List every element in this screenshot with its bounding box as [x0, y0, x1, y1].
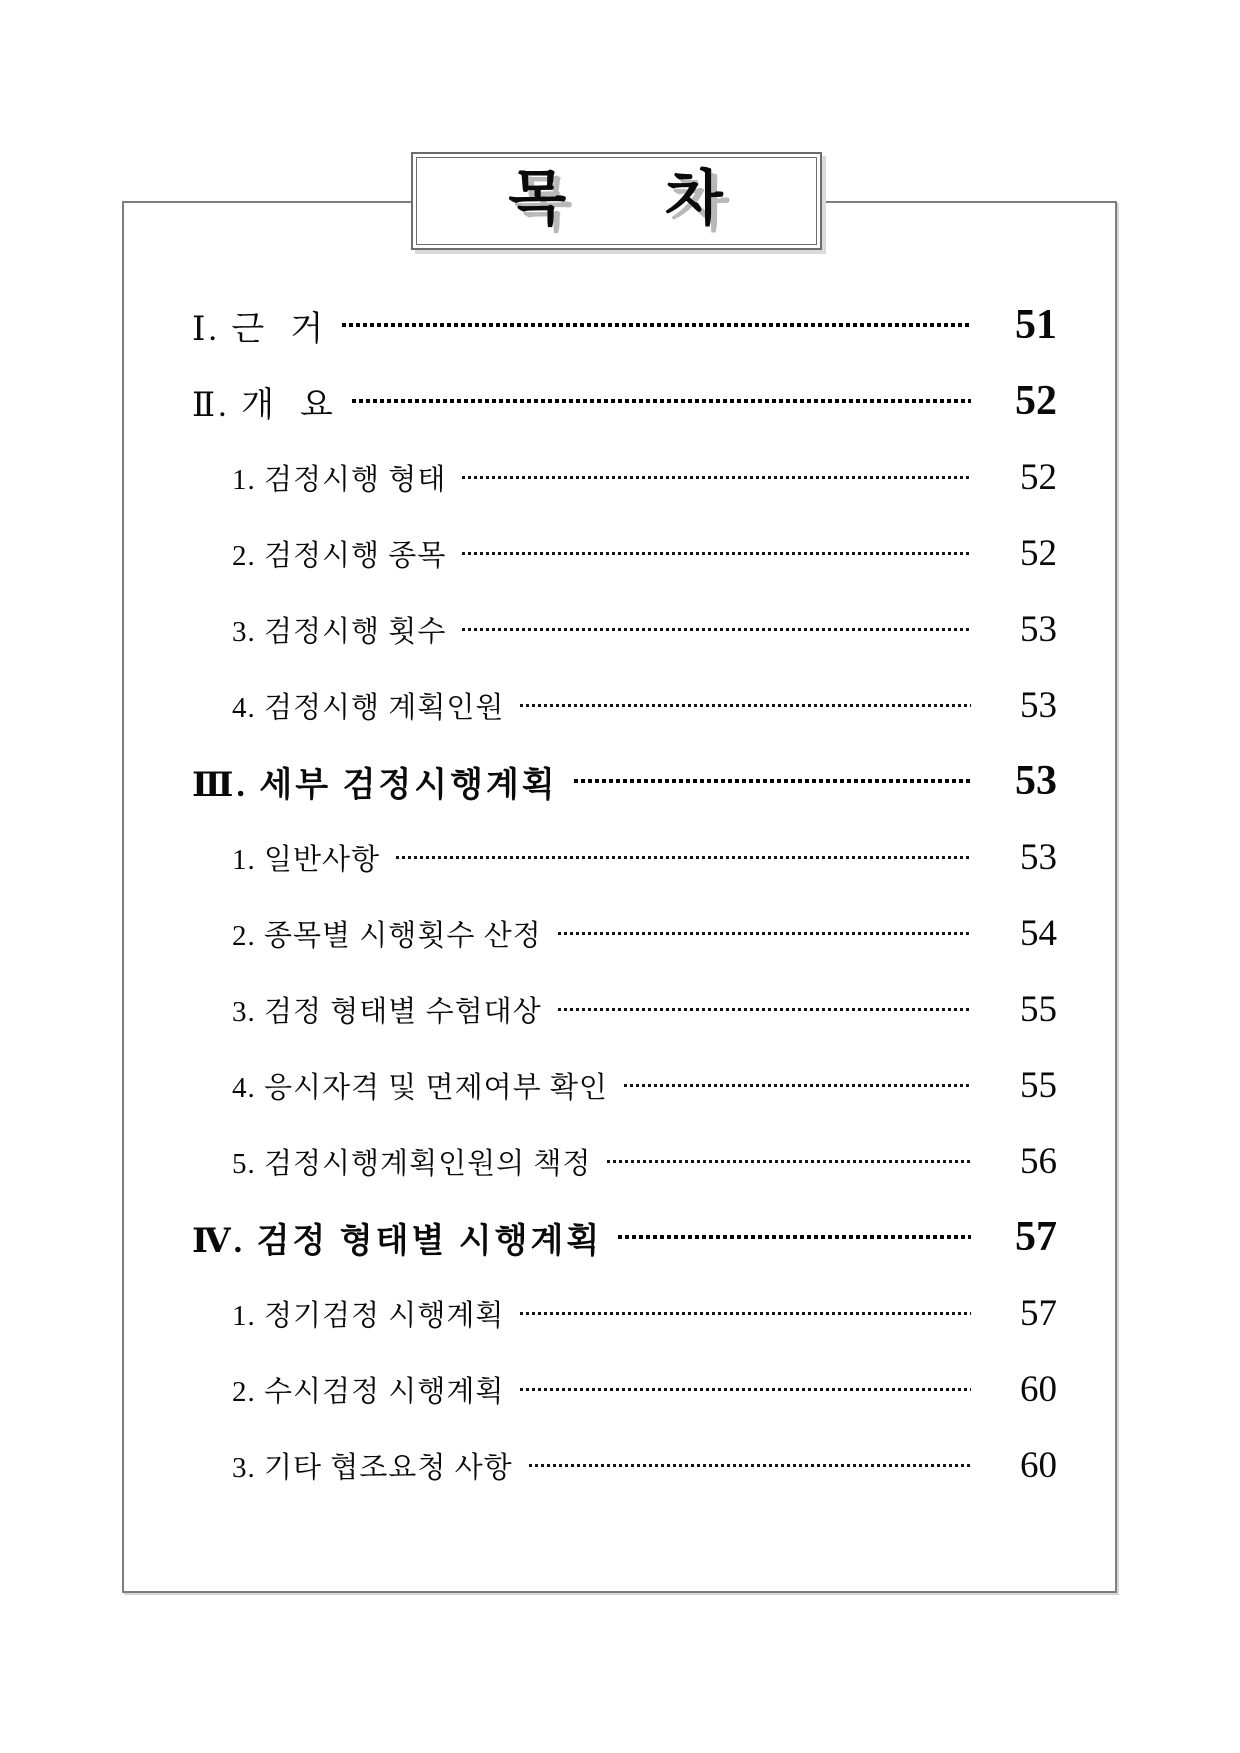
dot-leader [462, 476, 971, 479]
toc-item-label: 4. 응시자격 및 면제여부 확인 [232, 1071, 608, 1104]
toc-page-number: 52 [1020, 456, 1057, 498]
dot-leader [529, 1464, 971, 1467]
toc-item-label: 2. 종목별 시행횟수 산정 [232, 919, 542, 952]
page-title: 목 차 [508, 165, 725, 232]
toc-row [192, 451, 1057, 503]
toc-item-label: 1. 정기검정 시행계획 [232, 1299, 505, 1332]
dot-leader [520, 704, 971, 707]
toc-item-label: 2. 수시검정 시행계획 [232, 1375, 505, 1408]
toc-row [192, 907, 1057, 959]
toc-page-number: 57 [1020, 1292, 1057, 1334]
toc-row [192, 375, 1057, 427]
toc-item-label: 3. 기타 협조요청 사항 [232, 1451, 513, 1484]
dot-leader [352, 399, 971, 403]
dot-leader [462, 628, 971, 631]
toc-list [192, 299, 1057, 1515]
toc-page-number: 56 [1020, 1140, 1057, 1182]
toc-frame-box [122, 201, 1117, 1593]
toc-row [192, 1135, 1057, 1187]
toc-item-label: Ⅱ. 개 요 [192, 386, 336, 424]
dot-leader [462, 552, 971, 555]
toc-page-number: 52 [1020, 532, 1057, 574]
toc-row [192, 1211, 1057, 1263]
toc-item-label: 4. 검정시행 계획인원 [232, 691, 505, 724]
toc-page-number: 51 [1015, 302, 1057, 348]
toc-row [192, 1287, 1057, 1339]
toc-item-label: Ⅳ. 검정 형태별 시행계획 [192, 1222, 603, 1260]
dot-leader [607, 1160, 971, 1163]
toc-page-number: 55 [1020, 1064, 1057, 1106]
toc-page-number: 60 [1020, 1444, 1057, 1486]
toc-page-number: 54 [1020, 912, 1057, 954]
toc-item-label: 3. 검정시행 횟수 [232, 615, 447, 648]
toc-page-number: 53 [1020, 608, 1057, 650]
toc-row [192, 1439, 1057, 1491]
toc-item-label: Ⅲ. 세부 검정시행계획 [192, 766, 558, 804]
toc-page-number: 55 [1020, 988, 1057, 1030]
toc-item-label: 2. 검정시행 종목 [232, 539, 447, 572]
toc-page-number: 57 [1015, 1214, 1057, 1260]
toc-item-label: 3. 검정 형태별 수험대상 [232, 995, 542, 1028]
toc-item-label: 5. 검정시행계획인원의 책정 [232, 1147, 592, 1180]
dot-leader [624, 1084, 971, 1087]
toc-item-label: 1. 일반사항 [232, 843, 381, 876]
toc-row [192, 1363, 1057, 1415]
dot-leader [618, 1235, 971, 1239]
toc-row [192, 755, 1057, 807]
toc-title-inner-border [416, 157, 817, 245]
toc-page-number: 60 [1020, 1368, 1057, 1410]
dot-leader [558, 1008, 971, 1011]
toc-row [192, 679, 1057, 731]
dot-leader [342, 323, 971, 327]
toc-row [192, 831, 1057, 883]
toc-title-box [411, 152, 822, 250]
toc-item-label: Ⅰ. 근 거 [192, 310, 327, 348]
toc-page-number: 53 [1020, 684, 1057, 726]
toc-row [192, 1059, 1057, 1111]
toc-page-number: 53 [1020, 836, 1057, 878]
dot-leader [396, 856, 971, 859]
toc-page-number: 53 [1015, 758, 1057, 804]
toc-row [192, 983, 1057, 1035]
dot-leader [558, 932, 971, 935]
dot-leader [574, 779, 971, 783]
toc-item-label: 1. 검정시행 형태 [232, 463, 447, 496]
toc-page-number: 52 [1015, 378, 1057, 424]
toc-row [192, 299, 1057, 351]
dot-leader [520, 1312, 971, 1315]
toc-row [192, 527, 1057, 579]
toc-row [192, 603, 1057, 655]
dot-leader [520, 1388, 971, 1391]
